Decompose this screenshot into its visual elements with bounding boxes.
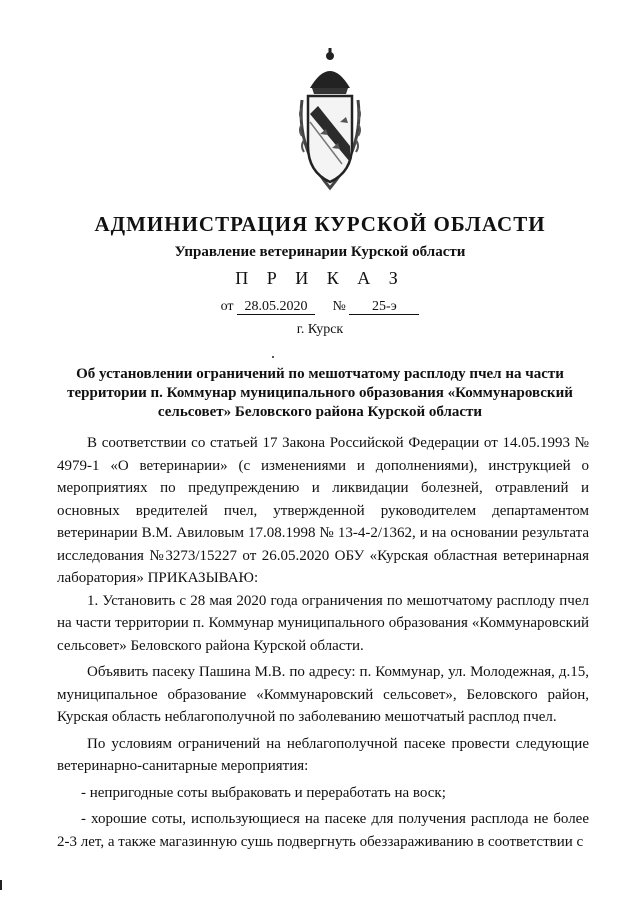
measure-item: - непригодные соты выбраковать и переработать на воск; [81, 784, 446, 801]
city: г. Курск [296, 322, 344, 337]
kursk-coat-of-arms-icon [296, 48, 364, 198]
paragraph-apiary: Объявить пасеку Пашина М.В. по адресу: п. Коммунар, ул. Молодежная, д.15, муниципальное образование «Коммунаровский сельсовет», Беловского район, Курская область неблагополучной по заболеванию мешотчатый расплод пчел. [57, 664, 589, 725]
title-line: территории п. Коммунар муниципального образования «Коммунаровский [67, 385, 573, 401]
paragraph-preamble: В соответствии со статьей 17 Закона Российской Федерации от 14.05.1993 № 4979-1 «О ветеринарии» (с изменениями и дополнениями), инструкцией о мероприятиях по предупреждению и ликвидации болезней, отравлений и основных вредителей пчел, утвержденной руководителем департаментом ветеринарии В.М. Авиловым 17.08.1998 № 13-4-2/1362, и на основании результата исследования №3273/15227 от 26.05.2020 ОБУ «Курская областная ветеринарная лаборатория» ПРИКАЗЫВАЮ: [57, 435, 589, 586]
order-body [57, 432, 589, 853]
order-number: 25-э [349, 300, 419, 315]
paragraph-measures: По условиям ограничений на неблагополучной пасеке провести следующие ветеринарно-санитарные мероприятия: [57, 735, 589, 774]
date-prefix: от [220, 299, 234, 314]
order-title [0, 365, 640, 422]
scan-speck [272, 356, 274, 358]
scan-edge-mark [0, 880, 2, 890]
document-type: П Р И К А З [235, 268, 405, 288]
title-line: Об установлении ограничений по мешотчатому расплоду пчел на части [76, 366, 564, 382]
department-name: Управление ветеринарии Курской области [174, 244, 466, 260]
order-date: 28.05.2020 [237, 300, 315, 315]
paragraph-item-1: 1. Установить с 28 мая 2020 года ограничения по мешотчатому расплоду пчел на части территории п. Коммунар муниципального образования «Коммунаровский сельсовет» Беловского района Курской области. [57, 592, 589, 654]
measure-item: - хорошие соты, использующиеся на пасеке для получения расплода не более 2-3 лет, а также магазинную сушь подвергнуть обеззараживанию в соответствии с [57, 811, 589, 850]
organization-heading: АДМИНИСТРАЦИЯ КУРСКОЙ ОБЛАСТИ [94, 212, 546, 236]
number-prefix: № [332, 299, 346, 314]
title-line: сельсовет» Беловского района Курской области [157, 404, 483, 420]
date-number-line [0, 299, 640, 315]
